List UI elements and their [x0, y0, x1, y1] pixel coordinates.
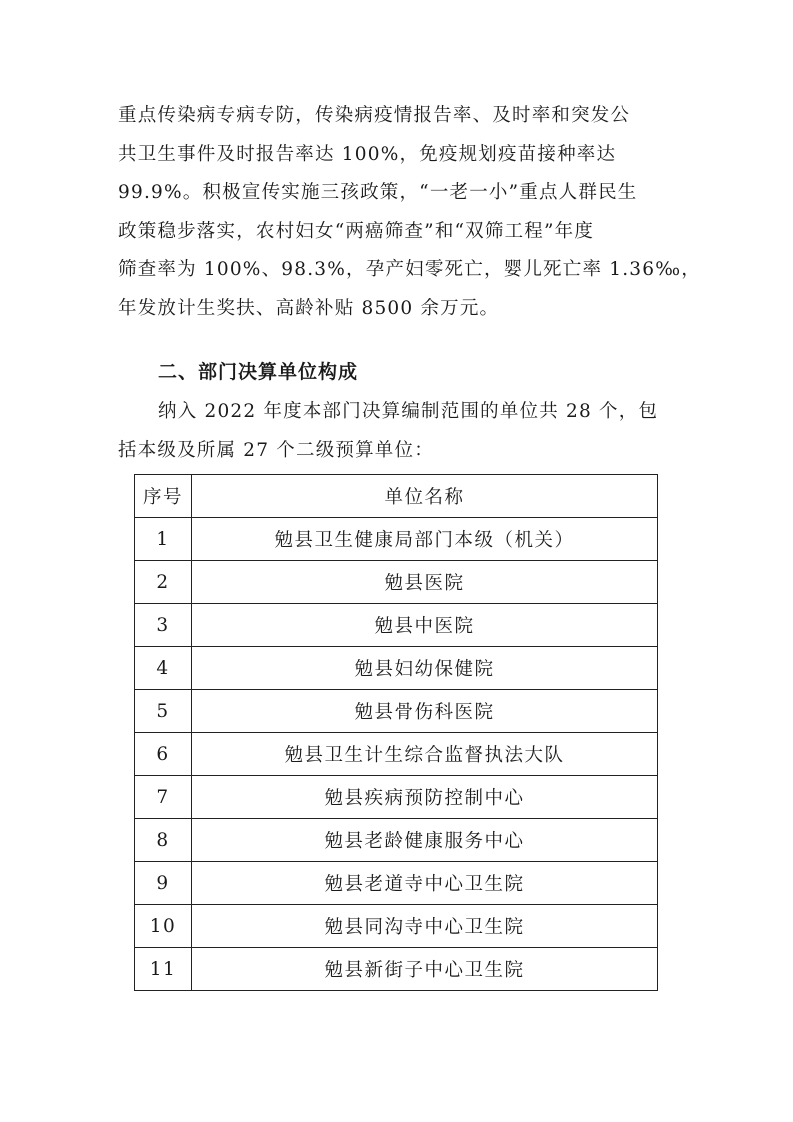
- text-line: 括本级及所属 27 个二级预算单位：: [118, 439, 434, 461]
- row-index: 8: [135, 819, 192, 862]
- table-row: [135, 905, 658, 948]
- row-index: 5: [135, 690, 192, 733]
- table-row: [135, 690, 658, 733]
- row-index: 9: [135, 862, 192, 905]
- table-row: [135, 819, 658, 862]
- row-unit-name: 勉县同沟寺中心卫生院: [192, 905, 658, 948]
- table-row: [135, 862, 658, 905]
- column-header-index: 序号: [135, 475, 192, 518]
- paragraph-unit-scope: [118, 393, 678, 470]
- table-row: [135, 518, 658, 561]
- row-index: 7: [135, 776, 192, 819]
- text-line: 99.9%。积极宣传实施三孩政策，“一老一小”重点人群民生: [118, 182, 638, 203]
- row-unit-name: 勉县医院: [192, 561, 658, 604]
- row-unit-name: 勉县老道寺中心卫生院: [192, 862, 658, 905]
- table-row: [135, 948, 658, 991]
- row-index: 10: [135, 905, 192, 948]
- section-heading: 二、部门决算单位构成: [158, 361, 359, 383]
- row-index: 1: [135, 518, 192, 561]
- row-unit-name: 勉县卫生健康局部门本级（机关）: [192, 518, 658, 561]
- table-row: [135, 776, 658, 819]
- text-line: 筛查率为 100%、98.3%，孕产妇零死亡，婴儿死亡率 1.36‰，: [118, 259, 701, 280]
- table-header-row: [135, 475, 658, 518]
- table-row: [135, 561, 658, 604]
- row-index: 6: [135, 733, 192, 776]
- row-index: 11: [135, 948, 192, 991]
- row-unit-name: 勉县卫生计生综合监督执法大队: [192, 733, 658, 776]
- table-row: [135, 604, 658, 647]
- text-line: 重点传染病专病专防，传染病疫情报告率、及时率和突发公: [118, 105, 631, 126]
- row-unit-name: 勉县妇幼保健院: [192, 647, 658, 690]
- row-index: 4: [135, 647, 192, 690]
- row-unit-name: 勉县骨伤科医院: [192, 690, 658, 733]
- table-row: [135, 733, 658, 776]
- paragraph-health-achievements: [118, 97, 701, 328]
- row-unit-name: 勉县中医院: [192, 604, 658, 647]
- row-unit-name: 勉县老龄健康服务中心: [192, 819, 658, 862]
- row-unit-name: 勉县新街子中心卫生院: [192, 948, 658, 991]
- text-line: 共卫生事件及时报告率达 100%，免疫规划疫苗接种率达: [118, 143, 617, 165]
- row-index: 3: [135, 604, 192, 647]
- row-index: 2: [135, 561, 192, 604]
- column-header-unit-name: 单位名称: [192, 475, 658, 518]
- text-line: 纳入 2022 年度本部门决算编制范围的单位共 28 个，包: [158, 401, 659, 422]
- units-table: [134, 474, 658, 991]
- text-line: 政策稳步落实，农村妇女“两癌筛查”和“双筛工程”年度: [118, 220, 595, 242]
- row-unit-name: 勉县疾病预防控制中心: [192, 776, 658, 819]
- text-line: 年发放计生奖扶、高龄补贴 8500 余万元。: [118, 297, 500, 319]
- table-row: [135, 647, 658, 690]
